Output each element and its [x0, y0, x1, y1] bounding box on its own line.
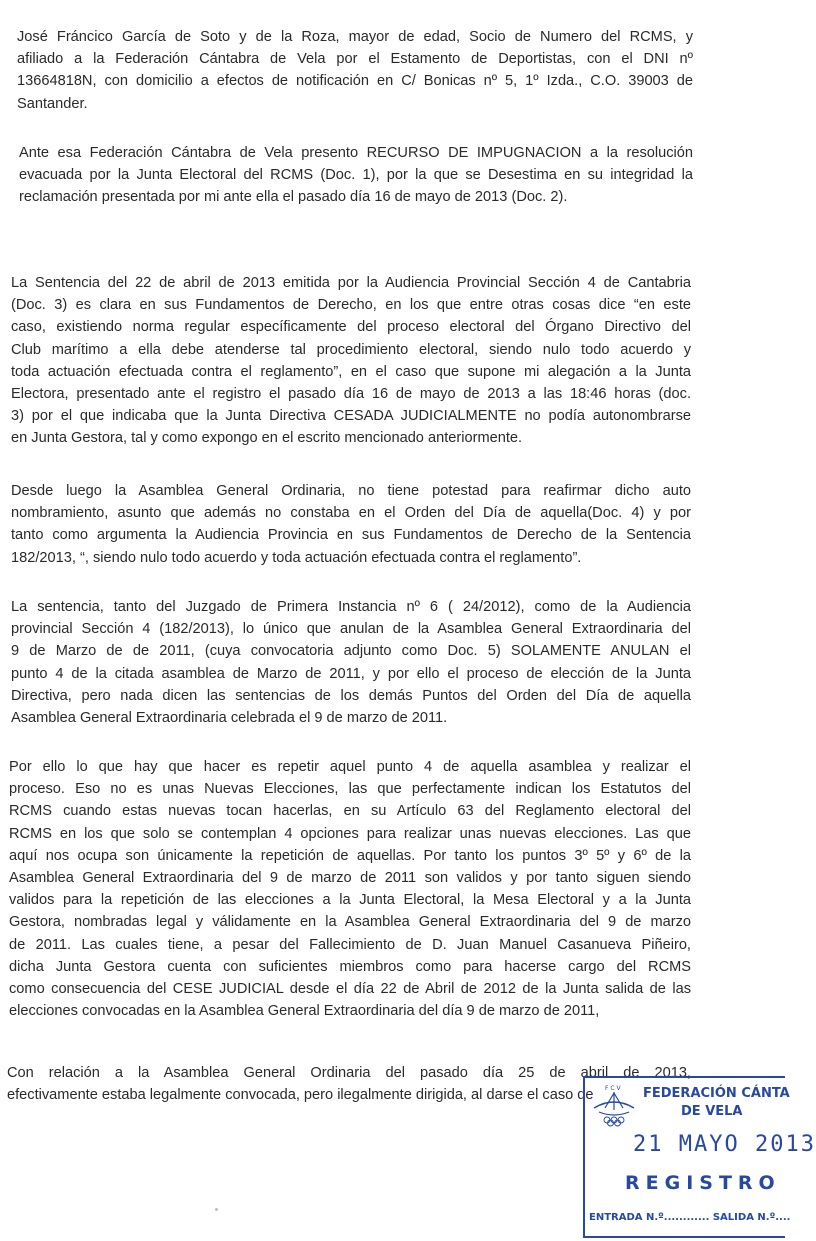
text-line: Santander.	[17, 95, 88, 112]
text-line: punto 4 de la citada asamblea de Marzo de 2011, y por ello el proceso de elección de la Junta	[11, 665, 691, 682]
stamp-entry-exit: ENTRADA N.º............ SALIDA N.º....	[589, 1212, 791, 1223]
text-line: 182/2013, “, siendo nulo todo acuerdo y toda actuación efectuada contra el reglamento”.	[11, 549, 582, 566]
stamp-org-line1: FEDERACIÓN CÁNTA	[643, 1086, 790, 1101]
text-line: tanto como argumenta la Audiencia Provincia en sus Fundamentos de Derecho de la Sentencia	[11, 527, 691, 544]
text-line: Asamblea General Extraordinaria celebrada el 9 de marzo de 2011.	[11, 710, 448, 727]
text-line: validos para la repetición de las elecciones a la Junta Electoral, la Mesa Electoral y a la Junta	[9, 892, 691, 909]
text-line: RCMS cuando estas nuevas tocan hacerlas, en su Artículo 63 del Reglamento electoral del	[9, 803, 691, 820]
paragraph-sentencia	[11, 272, 691, 450]
text-line: Desde luego la Asamblea General Ordinaria, no tiene potestad para reafirmar dicho auto	[11, 483, 691, 499]
text-line: dicha Junta Gestora cuenta con suficientes miembros como para hacerse cargo del RCMS	[9, 958, 691, 975]
text-line: de 2011. Las cuales tiene, a pesar del Fallecimiento de D. Juan Manuel Casanueva Piñeiro,	[9, 936, 691, 953]
text-line: La sentencia, tanto del Juzgado de Primera Instancia nº 6 ( 24/2012), como de la Audiencia	[11, 599, 691, 615]
text-line: Con relación a la Asamblea General Ordinaria del pasado día 25 de abril de 2013,	[7, 1065, 691, 1081]
text-line: elecciones convocadas en la Asamblea General Extraordinaria del día 9 de marzo de 2011,	[9, 1003, 600, 1020]
text-line: como consecuencia del CESE JUDICIAL desde el día 22 de Abril de 2012 de la Junta salida de las	[9, 981, 691, 998]
text-line: proceso. Eso no es unas Nuevas Elecciones, las que perfectamente indican los Estatutos del	[9, 781, 691, 798]
text-line: Directiva, pero nada dicen las sentencias de los demás Puntos del Orden del Día de aquella	[11, 687, 691, 704]
paragraph-juzgado	[11, 596, 691, 729]
paragraph-repetir	[9, 756, 691, 1022]
text-line: efectivamente estaba legalmente convocada, pero ilegalmente dirigida, al darse el caso de	[7, 1087, 594, 1104]
text-line: 9 de Marzo de de 2011, (cuya convocatoria adjunto como Doc. 5) SOLAMENTE ANULAN el	[11, 643, 691, 660]
text-line: Por ello lo que hay que hacer es repetir aquel punto 4 de aquella asamblea y realizar el	[9, 759, 691, 775]
paragraph-intro	[17, 26, 693, 115]
text-line: Gestora, nombradas legal y válidamente en la Asamblea General Extraordinaria del 9 de marzo	[9, 914, 691, 931]
text-line: provincial Sección 4 (182/2013), lo único que anulan de la Asamblea General Extraordinaria del	[11, 621, 691, 638]
text-line: José Fráncico García de Soto y de la Roza, mayor de edad, Socio de Numero del RCMS, y	[17, 29, 693, 45]
registry-stamp	[583, 1076, 816, 1236]
paragraph-recurso	[19, 142, 693, 209]
text-line: La Sentencia del 22 de abril de 2013 emitida por la Audiencia Provincial Sección 4 de Cantabria	[11, 275, 691, 291]
stamp-org-line2: DE VELA	[681, 1104, 743, 1119]
text-line: evacuada por la Junta Electoral del RCMS (Doc. 1), por la que se Desestima en su integridad la	[19, 167, 693, 184]
text-line: 3) por el que indicaba que la Junta Directiva CESADA JUDICIALMENTE no podía autonombrarse	[11, 408, 691, 425]
text-line: (Doc. 3) es clara en sus Fundamentos de Derecho, en los que entre otras cosas dice “en este	[11, 297, 691, 314]
federation-logo-icon	[591, 1082, 637, 1128]
text-line: toda actuación efectuada contra el reglamento”, en el caso que supone mi alegación a la Junta	[11, 363, 691, 380]
text-line: RCMS en los que solo se contemplan 4 opciones para realizar unas nuevas elecciones. Las que	[9, 825, 691, 842]
scan-speck	[215, 1208, 218, 1211]
logo-lettering: F C V	[605, 1085, 621, 1092]
text-line: 13664818N, con domicilio a efectos de notificación en C/ Bonicas nº 5, 1º Izda., C.O. 39003 de	[17, 73, 693, 90]
paragraph-asamblea	[11, 480, 691, 569]
text-line: en Junta Gestora, tal y como expongo en el escrito mencionado anteriormente.	[11, 430, 523, 447]
text-line: Club marítimo a ella debe atenderse tal procedimiento electoral, siendo nulo todo acuerdo y	[11, 341, 691, 358]
stamp-date: 21 MAYO 2013	[633, 1132, 816, 1157]
stamp-registro: REGISTRO	[625, 1172, 781, 1194]
text-line: aquí nos ocupa son únicamente la repetición de aquellas. Por tanto los puntos 3º 5º y 6º de la	[9, 847, 691, 864]
text-line: reclamación presentada por mi ante ella el pasado día 16 de mayo de 2013 (Doc. 2).	[19, 189, 568, 206]
text-line: nombramiento, asunto que además no constaba en el Orden del Día de aquella(Doc. 4) y por	[11, 505, 691, 522]
text-line: Asamblea General Extraordinaria del 9 de marzo de 2011 son validos y por tanto siguen siendo	[9, 870, 691, 887]
text-line: caso, existiendo norma regular específicamente del proceso electoral del Órgano Directivo del	[11, 319, 691, 336]
text-line: Electora, presentado ante el registro el pasado día 16 de mayo de 2013 a las 18:46 horas (doc.	[11, 386, 691, 403]
text-line: afiliado a la Federación Cántabra de Vela por el Estamento de Deportistas, con el DNI nº	[17, 51, 693, 68]
text-line: Ante esa Federación Cántabra de Vela presento RECURSO DE IMPUGNACION a la resolución	[19, 145, 693, 161]
